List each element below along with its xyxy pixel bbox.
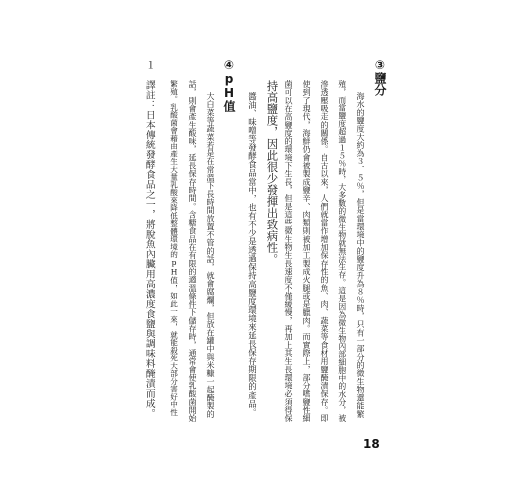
page-number: 18 (363, 437, 380, 451)
footnote: １ 譯註：日本傳統發酵食品之一，將脫魚內臟用高濃度食鹽與調味料醃漬而成。 (143, 60, 155, 419)
body-line: 使到了現代，海鮮仍會被製成鹽辛、肉類則被加工製成火腿或是臘肉。而實際上，部分嗜鹽性細 (302, 80, 311, 423)
body-line: 殖，而當鹽度超過１５％時，大多數的微生物就無法生存。這是因為微生物內部細胞中的水分，被 (337, 80, 347, 422)
body-line: 話，則會產生酸味，延長保存時間。含糖食品在有限的適溫條件下儲存時，通常會使乳酸菌開始 (188, 80, 197, 423)
section-heading-salt: ③鹽分 (373, 58, 387, 96)
body-line: 大白菜等蔬菜若是在常溫下長時間放置不管的話，就會腐爛，但放在罐中與米糠一起醃製的 (206, 92, 215, 418)
body-line: 海水的鹽度大約為３．５％，但是當環境中的鹽度升為８％時，只有一部分的微生物還能繁 (356, 92, 365, 418)
body-line: 菌可以在高鹽度的環境下生長，但是這些微生物生長速度不僅緩慢，再加上其生長環境必須得保 (284, 80, 293, 423)
body-line: 醬油、味噌等發酵食品當中，也有不少是透過保持高鹽度環境來延長保存期限的產品。 (247, 92, 258, 417)
body-line: 持高鹽度，因此很少發揮出致病性。 (265, 80, 280, 265)
body-line: 繁殖。乳酸菌會藉由產生大量乳酸來降低整體環境的pH值，如此一來，就能殺死大部分害好中性 (169, 80, 179, 417)
section-heading-ph: ④pH值 (222, 58, 236, 112)
body-line: 滲透壓吸走的關係。自古以來，人們就當作增加保存性的魚、肉、蔬菜等食材用鹽醃漬保存。即 (320, 80, 329, 423)
